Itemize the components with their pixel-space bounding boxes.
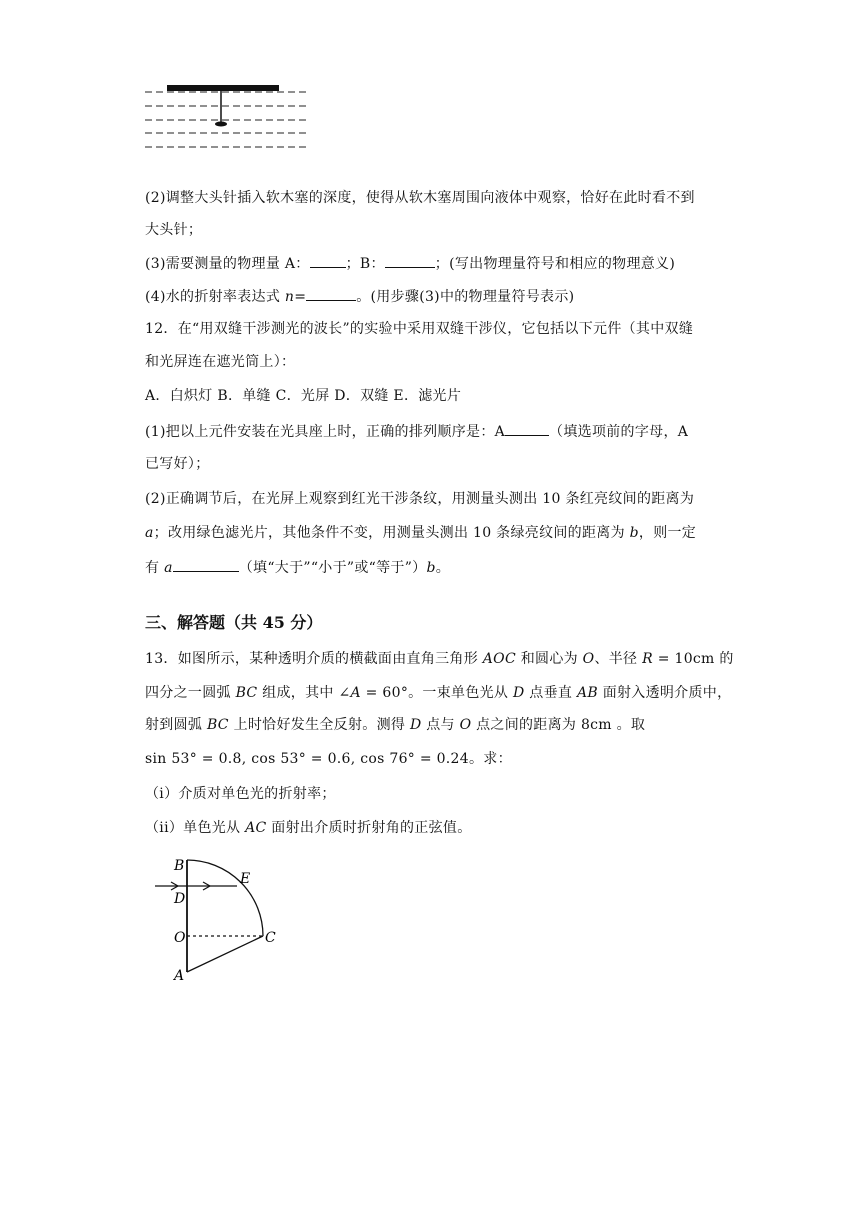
q13-line2 bbox=[145, 683, 731, 703]
label-b: B bbox=[174, 858, 185, 874]
q12-part2-line3 bbox=[145, 557, 450, 578]
q11-step4 bbox=[145, 286, 574, 307]
var-n: n bbox=[284, 289, 295, 305]
label-e: E bbox=[240, 871, 251, 887]
blank-order[interactable] bbox=[505, 421, 549, 436]
text-segment: 点垂直 bbox=[524, 685, 577, 701]
medium-cross-section-figure bbox=[145, 850, 285, 990]
cork bbox=[167, 85, 279, 91]
q11-step2-line1: (2)调整大头针插入软木塞的深度，使得从软木塞周围向液体中观察，恰好在此时看不到 bbox=[145, 190, 695, 206]
text-segment: (3)需要测量的物理量 A： bbox=[145, 256, 310, 272]
var-ab: AB bbox=[576, 685, 598, 701]
label-o: O bbox=[174, 930, 186, 946]
text-segment: 组成，其中 ∠ bbox=[257, 685, 351, 701]
blank-compare[interactable] bbox=[173, 557, 239, 572]
q12-title-line2: 和光屏连在遮光筒上）： bbox=[145, 354, 296, 370]
text-segment: 点与 bbox=[421, 717, 460, 733]
label-a: A bbox=[174, 968, 185, 984]
q13-subq-ii bbox=[145, 818, 472, 838]
var-b: b bbox=[629, 525, 639, 541]
arc-bc bbox=[187, 860, 263, 936]
text-segment: (1)把以上元件安装在光具座上时，正确的排列顺序是：A bbox=[145, 424, 506, 440]
text-segment: （填选项前的字母，A bbox=[549, 424, 689, 440]
q12-part2-line1: (2)正确调节后，在光屏上观察到红光干涉条纹，用测量头测出 10 条红亮纹间的距离为 bbox=[145, 491, 695, 507]
q12-options: A．白炽灯 B．单缝 C．光屏 D．双缝 E．滤光片 bbox=[145, 388, 462, 404]
text-segment: ；B： bbox=[345, 256, 385, 272]
blank-n[interactable] bbox=[306, 286, 356, 301]
q11-step2-line2: 大头针； bbox=[145, 222, 203, 238]
var-aoc: AOC bbox=[482, 651, 516, 667]
text-segment: = bbox=[294, 289, 307, 305]
label-d: D bbox=[174, 891, 186, 907]
side-ac bbox=[187, 936, 263, 972]
blank-A[interactable] bbox=[310, 253, 346, 268]
text-segment: ；(写出物理量符号和相应的物理意义) bbox=[434, 256, 676, 272]
text-segment: 射到圆弧 bbox=[145, 717, 207, 733]
q12-part1-cont: 已写好）； bbox=[145, 456, 210, 472]
text-segment: 上时恰好发生全反射。测得 bbox=[228, 717, 410, 733]
text-segment: ；改用绿色滤光片，其他条件不变，用测量头测出 10 条绿亮纹间的距离为 bbox=[153, 525, 630, 541]
text-segment: 四分之一圆弧 bbox=[145, 685, 236, 701]
q13-constants: sin 53° = 0.8, cos 53° = 0.6, cos 76° = 0.24。求： bbox=[145, 751, 512, 767]
q12-title-line1: 12．在“用双缝干涉测光的波长”的实验中采用双缝干涉仪，它包括以下元件（其中双缝 bbox=[145, 321, 694, 337]
blank-B[interactable] bbox=[385, 253, 435, 268]
text-segment: （填“大于”“小于”或“等于”） bbox=[238, 560, 427, 576]
text-segment: （ii）单色光从 bbox=[145, 820, 246, 836]
section-title: 三、解答题（共 45 分） bbox=[145, 613, 323, 632]
var-a: a bbox=[164, 560, 173, 576]
var-ac: AC bbox=[245, 820, 267, 836]
cork-pin-figure bbox=[145, 82, 310, 154]
q13-line3 bbox=[145, 715, 645, 735]
var-angle-a: A bbox=[350, 685, 361, 701]
var-o: O bbox=[582, 651, 595, 667]
text-segment: 面射入透明介质中， bbox=[597, 685, 732, 701]
var-o: O bbox=[459, 717, 472, 733]
var-bc: BC bbox=[206, 717, 229, 733]
text-segment: 面射出介质时折射角的正弦值。 bbox=[266, 820, 472, 836]
var-b: b bbox=[426, 560, 436, 576]
text-segment: 点之间的距离为 8cm 。取 bbox=[471, 717, 646, 733]
text-segment: = 10cm 的 bbox=[652, 651, 734, 667]
text-segment: ，则一定 bbox=[638, 525, 697, 541]
text-segment: = 60°。一束单色光从 bbox=[360, 685, 513, 701]
text-segment: 。(用步骤(3)中的物理量符号表示) bbox=[356, 289, 575, 305]
var-d: D bbox=[409, 717, 422, 733]
text-segment: 和圆心为 bbox=[515, 651, 583, 667]
text-segment: 、半径 bbox=[594, 651, 643, 667]
q13-subq-i: （i）介质对单色光的折射率； bbox=[145, 786, 336, 802]
q12-part1 bbox=[145, 421, 688, 442]
text-segment: 有 bbox=[145, 560, 165, 576]
q13-line1 bbox=[145, 649, 734, 669]
text-segment: (4)水的折射率表达式 bbox=[145, 289, 285, 305]
text-segment: 。 bbox=[435, 560, 451, 576]
var-r: R bbox=[642, 651, 653, 667]
q12-part2-line2 bbox=[145, 523, 696, 543]
text-segment: 13．如图所示，某种透明介质的横截面由直角三角形 bbox=[145, 651, 483, 667]
var-d: D bbox=[513, 685, 525, 701]
var-a: a bbox=[145, 525, 154, 541]
pin-head bbox=[215, 122, 227, 127]
label-c: C bbox=[265, 930, 276, 946]
q11-step3 bbox=[145, 253, 675, 274]
var-bc: BC bbox=[235, 685, 258, 701]
